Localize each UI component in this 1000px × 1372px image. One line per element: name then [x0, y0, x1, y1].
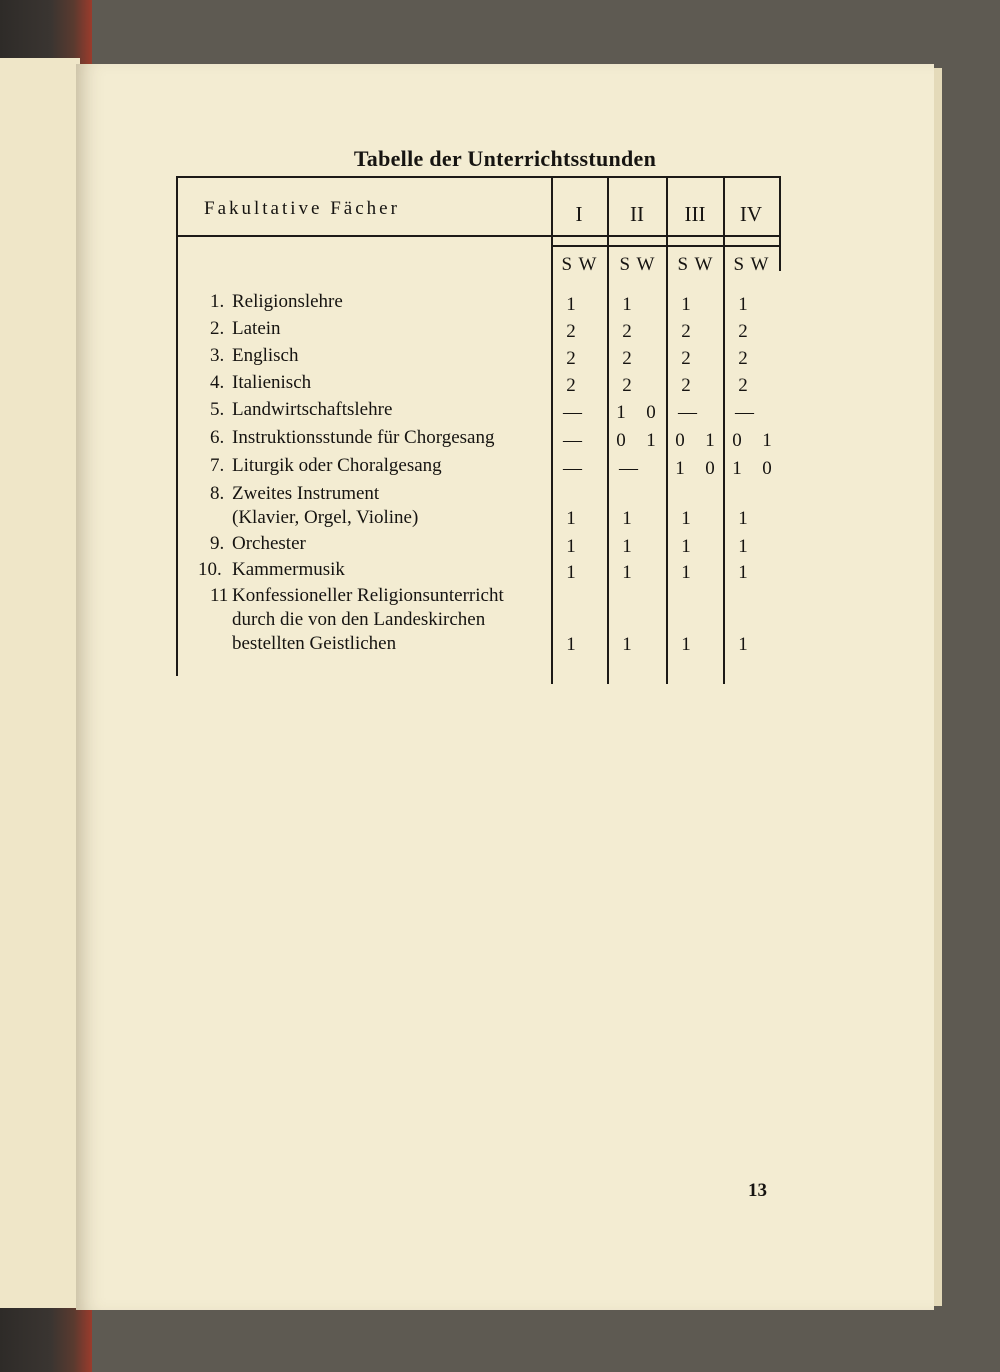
header-label: Fakultative Fächer — [204, 198, 400, 219]
column-header: I — [575, 202, 583, 226]
cell-value: 1 — [738, 294, 748, 315]
cell-value: 1 — [566, 634, 576, 655]
cell-value: — — [563, 402, 582, 423]
cell-value: 1 — [681, 634, 691, 655]
cell-value-s: 1 — [675, 458, 685, 479]
subject-line: Landwirtschaftslehre — [232, 399, 393, 420]
subheader-sw: S W — [619, 254, 655, 275]
row-number: 2. — [210, 318, 225, 339]
cell-value: 1 — [622, 508, 632, 529]
subheader-sw: S W — [561, 254, 597, 275]
cell-value: 1 — [566, 536, 576, 557]
header-rule — [176, 235, 781, 237]
cell-value: — — [563, 458, 582, 479]
cell-value: 1 — [566, 508, 576, 529]
cell-value: 2 — [566, 321, 576, 342]
column-header: III — [684, 202, 706, 226]
row-number: 8. — [210, 483, 225, 504]
row-number: 1. — [210, 291, 225, 312]
subject-line: Italienisch — [232, 372, 312, 393]
subheader-sw: S W — [677, 254, 713, 275]
cell-value: 1 — [566, 294, 576, 315]
row-number: 9. — [210, 533, 225, 554]
cell-value: 2 — [681, 321, 691, 342]
subject-line: Kammermusik — [232, 559, 345, 580]
column-rule — [607, 176, 609, 684]
table-left-rule — [176, 176, 178, 676]
subject-line: Englisch — [232, 345, 299, 366]
subject-line: (Klavier, Orgel, Violine) — [232, 507, 419, 528]
cell-value: 2 — [681, 348, 691, 369]
cell-value: 1 — [738, 634, 748, 655]
row-number: 11 — [210, 585, 229, 606]
cell-value: 1 — [622, 536, 632, 557]
subject-line: bestellten Geistlichen — [232, 633, 397, 654]
page-title: Tabelle der Unterrichtsstunden — [353, 146, 657, 171]
column-header: II — [630, 202, 644, 226]
cell-value-w: 1 — [705, 430, 715, 451]
row-number: 7. — [210, 455, 225, 476]
cell-value: 1 — [681, 562, 691, 583]
cell-value: 1 — [738, 562, 748, 583]
cell-value: 2 — [622, 321, 632, 342]
subject-line: Orchester — [232, 533, 306, 554]
cell-value: 1 — [738, 508, 748, 529]
cell-value: 1 — [738, 536, 748, 557]
cell-value: 1 — [681, 294, 691, 315]
cell-value-w: 1 — [646, 430, 656, 451]
cell-value: — — [678, 402, 697, 423]
cell-value-w: 0 — [705, 458, 715, 479]
cell-value: 1 — [622, 634, 632, 655]
subject-line: Konfessioneller Religionsunterricht — [232, 585, 504, 606]
cell-value: 1 — [622, 562, 632, 583]
table-right-rule — [779, 176, 781, 271]
cell-value-w: 0 — [646, 402, 656, 423]
cell-value-w: 1 — [762, 430, 772, 451]
cell-value: — — [619, 458, 638, 479]
table-top-rule — [176, 176, 781, 178]
subject-line: Religionslehre — [232, 291, 343, 312]
cell-value: — — [735, 402, 754, 423]
cell-value: 1 — [622, 294, 632, 315]
cell-value: 2 — [622, 375, 632, 396]
subject-line: Zweites Instrument — [232, 483, 380, 504]
page-number: 13 — [748, 1180, 767, 1201]
subject-line: Latein — [232, 318, 281, 339]
subject-line: durch die von den Landeskirchen — [232, 609, 486, 630]
cell-value-s: 0 — [616, 430, 626, 451]
row-number: 4. — [210, 372, 225, 393]
cell-value-s: 1 — [732, 458, 742, 479]
cell-value: 2 — [566, 348, 576, 369]
subheader-sw: S W — [733, 254, 769, 275]
cell-value: 1 — [681, 508, 691, 529]
row-number: 10. — [198, 559, 222, 580]
row-number: 6. — [210, 427, 225, 448]
left-page-edge — [0, 58, 80, 1308]
column-rule — [551, 176, 553, 684]
cell-value: 2 — [566, 375, 576, 396]
column-rule — [723, 176, 725, 684]
cell-value: 2 — [738, 375, 748, 396]
row-number: 5. — [210, 399, 225, 420]
cell-value: 2 — [738, 321, 748, 342]
cell-value: 2 — [622, 348, 632, 369]
cell-value: 2 — [681, 375, 691, 396]
row-number: 3. — [210, 345, 225, 366]
cell-value: 2 — [738, 348, 748, 369]
book-page — [76, 64, 934, 1310]
subject-line: Liturgik oder Choralgesang — [232, 455, 442, 476]
cell-value-w: 0 — [762, 458, 772, 479]
cell-value-s: 1 — [616, 402, 626, 423]
cell-value-s: 0 — [675, 430, 685, 451]
cell-value: 1 — [681, 536, 691, 557]
column-header: IV — [739, 202, 763, 226]
column-rule — [666, 176, 668, 684]
cell-value: — — [563, 430, 582, 451]
subject-line: Instruktionsstunde für Chorgesang — [232, 427, 495, 448]
cell-value-s: 0 — [732, 430, 742, 451]
cell-value: 1 — [566, 562, 576, 583]
